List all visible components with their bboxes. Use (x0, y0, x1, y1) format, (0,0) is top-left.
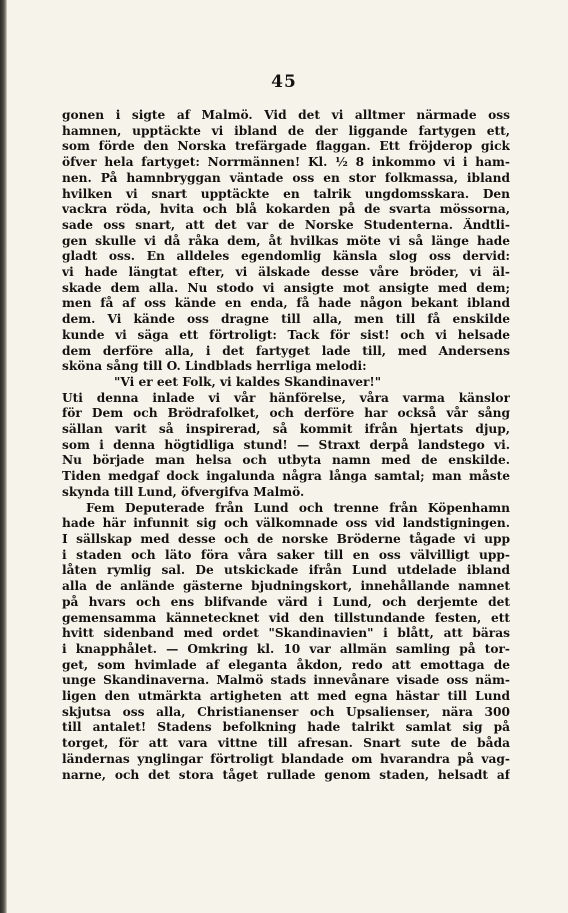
text-line: vackra röda, hvita och blå kokarden på de svarta mössorna, (62, 202, 510, 217)
text-line: gen skulle vi då råka dem, åt hvilkas möte vi så länge hade (62, 233, 510, 248)
text-line: alla de anlände gästerne bjudningskort, innehållande namnet (62, 579, 510, 594)
text-line: i staden och läto föra våra saker till en oss välvilligt upp- (62, 547, 510, 562)
text-line: Tiden medgaf dock ingalunda några långa samtal; man måste (62, 469, 510, 484)
text-line: som i denna högtidliga stund! — Straxt derpå landstego vi. (62, 437, 510, 452)
text-line: nen. På hamnbryggan väntade oss en stor folkmassa, ibland (62, 170, 510, 185)
text-line: hamnen, upptäckte vi ibland de der liggande fartygen ett, (62, 123, 510, 138)
text-line: i knapphålet. — Omkring kl. 10 var allmän samling på tor- (62, 641, 510, 656)
text-line: sköna sång till O. Lindblads herrliga melodi: (62, 359, 367, 374)
text-line: skade dem alla. Nu stodo vi ansigte mot ansigte med dem; (62, 280, 510, 295)
text-line: narne, och det stora tåget rullade genom staden, helsadt af (62, 767, 510, 782)
text-line: gemensamma kännetecknet vid den tillstundande festen, ett (62, 610, 510, 625)
text-line: torget, för att vara vittne till afresan. Snart sute de båda (62, 736, 510, 751)
text-line: låten rymlig sal. De utskickade ifrån Lund utdelade ibland (62, 563, 510, 578)
text-line: på hvars och ens blifvande värd i Lund, och derjemte det (62, 594, 510, 609)
text-line: hade här infunnit sig och välkomnade oss vid landstigningen. (62, 516, 510, 531)
text-line: skjutsa oss alla, Christianenser och Upsalienser, nära 300 (62, 704, 510, 719)
text-line: Uti denna inlade vi vår hänförelse, våra varma känslor (62, 390, 510, 405)
verse-line: "Vi er eet Folk, vi kaldes Skandinaver!" (114, 374, 382, 389)
text-line: dem derföre alla, i det fartyget lade till, med Andersens (62, 343, 510, 358)
text-line: ligen den utmärkta artigheten att med egna hästar till Lund (62, 689, 510, 704)
paragraph-first-line: Fem Deputerade från Lund och trenne från Köpenhamn (86, 500, 510, 515)
text-line: hvilken vi snart upptäckte en talrik ungdomsskara. Den (62, 186, 510, 201)
body-text (62, 108, 510, 783)
text-line: sade oss snart, att det var de Norske Studenterna. Ändtli- (62, 217, 510, 232)
text-line: hvitt sidenband med ordet "Skandinavien" i blått, att bäras (62, 626, 510, 641)
text-line: ländernas ynglingar förtroligt blandade om hvarandra på vag- (62, 751, 510, 766)
text-line: skynda till Lund, öfvergifva Malmö. (62, 484, 305, 499)
text-line: kunde vi säga ett förtroligt: Tack för sist! och vi helsade (62, 327, 510, 342)
text-line: för Dem och Brödrafolket, och derföre har också vår sång (62, 406, 510, 421)
text-line: I sällskap med desse och de norske Bröderne tågade vi upp (62, 531, 510, 546)
text-line: gonen i sigte af Malmö. Vid det vi alltmer närmade oss (62, 108, 510, 122)
text-line: get, som hvimlade af eleganta åkdon, redo att emottaga de (62, 657, 510, 672)
page-number: 45 (271, 72, 297, 92)
text-line: Nu började man helsa och utbyta namn med de enskilde. (62, 453, 510, 468)
text-line: dem. Vi kände oss dragne till alla, men till få enskilde (62, 312, 510, 327)
text-line: öfver hela fartyget: Norrmännen! Kl. ½ 8 inkommo vi i ham- (62, 155, 510, 170)
text-line: till antalet! Stadens befolkning hade talrikt samlat sig på (62, 720, 510, 735)
text-line: vi hade längtat efter, vi älskade desse våre bröder, vi äl- (62, 265, 510, 280)
text-line: men få af oss kände en enda, få hade någon bekant ibland (62, 296, 510, 311)
text-line: som förde den Norska trefärgade flaggan. Ett fröjderop gick (62, 139, 510, 154)
text-line: unge Skandinaverna. Malmö stads innevånare visade oss näm- (62, 673, 510, 688)
text-line: gladt oss. En alldeles egendomlig känsla slog oss dervid: (62, 249, 510, 264)
text-line: sällan varit så inspirerad, så kommit ifrån hjertats djup, (62, 422, 510, 437)
